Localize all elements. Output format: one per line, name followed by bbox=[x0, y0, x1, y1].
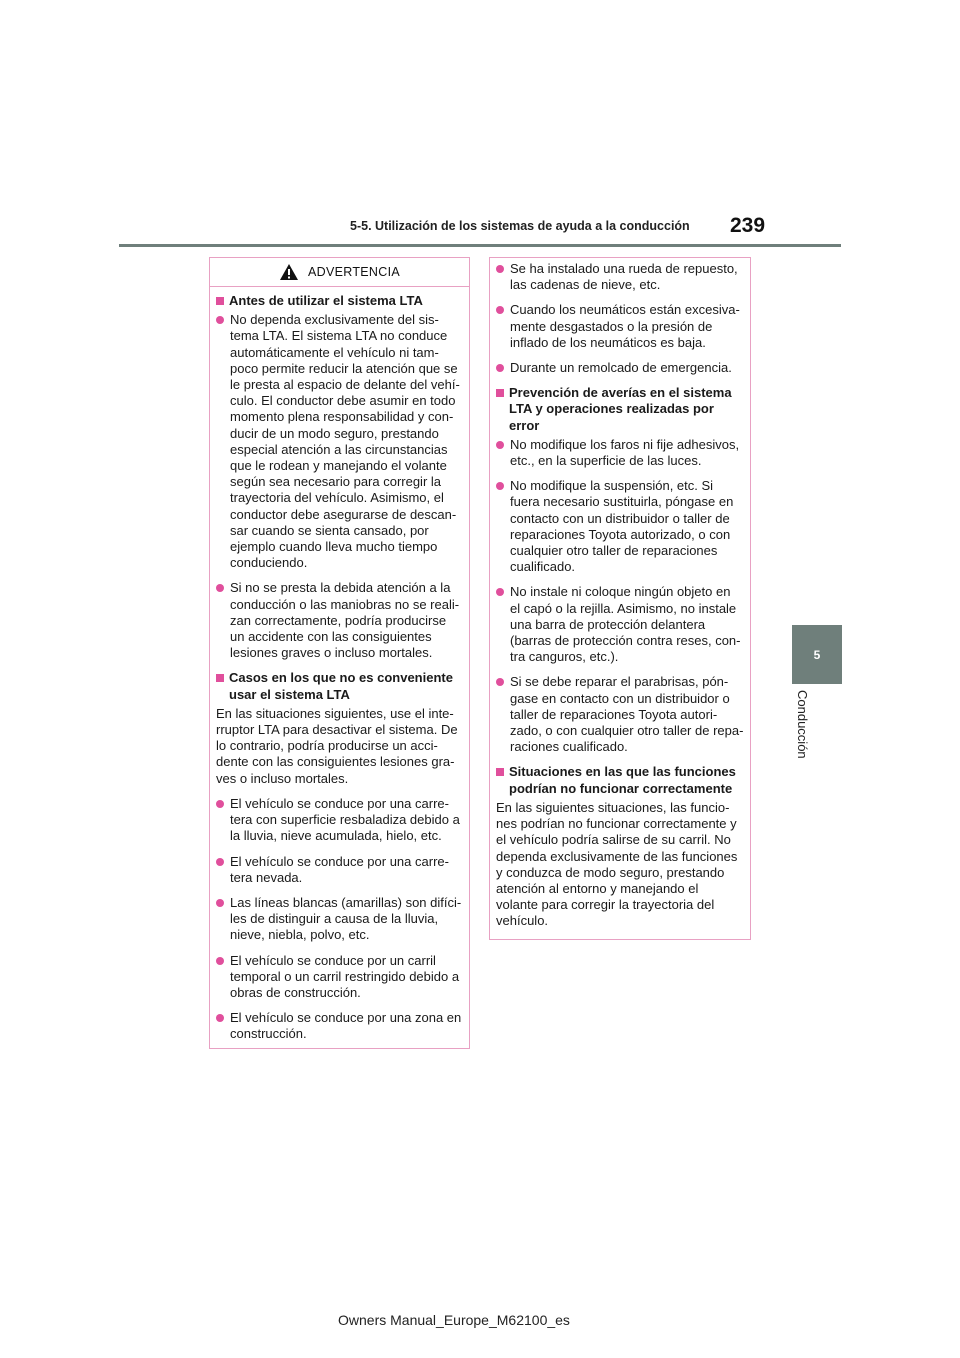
warning-left-content bbox=[210, 287, 469, 1043]
circle-bullet-icon bbox=[496, 678, 504, 686]
bullet-item bbox=[216, 854, 469, 886]
warning-title: ADVERTENCIA bbox=[308, 264, 400, 279]
circle-bullet-icon bbox=[216, 1014, 224, 1022]
bullet-item bbox=[496, 302, 750, 351]
item-text: No modifique los faros ni fije adhesivos, etc., en la superficie de las luces. bbox=[510, 436, 740, 469]
item-text: No modifique la suspensión, etc. Si fuera necesario sustituirla, póngase en contacto con un distribuidor o taller de reparaciones Toyota autorizado, o con cualquier otro taller de reparaciones cualificado. bbox=[510, 478, 734, 575]
item-text: El vehículo se conduce por una carre- tera nevada. bbox=[230, 853, 449, 885]
item-text: No instale ni coloque ningún objeto en el capó o la rejilla. Asimismo, no instale una barra de protección delantera (barras de protección contra reses, con- tra canguros, etc.). bbox=[510, 584, 741, 665]
item-text: En las situaciones siguientes, use el inte- rruptor LTA para desactivar el sistema. De lo contrario, podría producirse un acci- dente con las consiguientes lesiones gra- ves o incluso mortales. bbox=[216, 705, 458, 786]
paragraph bbox=[216, 706, 469, 787]
square-bullet-icon bbox=[216, 297, 224, 305]
bullet-item bbox=[496, 674, 750, 755]
item-text: El vehículo se conduce por una carre- tera con superficie resbaladiza debido a la lluvia, nieve acumulada, hielo, etc. bbox=[230, 795, 460, 844]
item-text: Antes de utilizar el sistema LTA bbox=[229, 293, 423, 308]
section-heading bbox=[496, 385, 750, 434]
bullet-item bbox=[496, 478, 750, 575]
header-divider bbox=[119, 244, 841, 247]
bullet-item bbox=[216, 312, 469, 571]
circle-bullet-icon bbox=[496, 265, 504, 273]
chapter-tab bbox=[792, 625, 842, 684]
item-text: Casos en los que no es conveniente usar el sistema LTA bbox=[229, 670, 453, 702]
bullet-item bbox=[496, 261, 750, 293]
square-bullet-icon bbox=[496, 768, 504, 776]
item-text: Si no se presta la debida atención a la conducción o las maniobras no se reali- zan correctamente, podría producirse un accidente con las consiguientes lesiones graves o incluso mortales. bbox=[230, 580, 460, 661]
item-text: No dependa exclusivamente del sis- tema LTA. El sistema LTA no conduce automáticamente el vehículo ni tam- poco permite reducir la atención que se le presta al espacio de delante del vehí- culo. El conductor debe asumir en todo momento plena responsabilidad y con- ducir de un modo seguro, prestando especial atención a las circunstancias que le rodean y manejando el volante según sea necesario para corregir la trayectoria del vehículo. Asimismo, el conductor debe asegurarse de descan- sar cuando se sienta cansado, por ejemplo cuando lleva mucho tiempo conduciendo. bbox=[230, 312, 460, 571]
document-footer: Owners Manual_Europe_M62100_es bbox=[338, 1312, 570, 1328]
circle-bullet-icon bbox=[216, 316, 224, 324]
item-text: Se ha instalado una rueda de repuesto, las cadenas de nieve, etc. bbox=[510, 261, 738, 293]
square-bullet-icon bbox=[216, 674, 224, 682]
item-text: El vehículo se conduce por un carril temporal o un carril restringido debido a obras de construcción. bbox=[230, 952, 460, 1000]
item-text: Cuando los neumáticos están excesiva- mente desgastados o la presión de inflado de los neumáticos es baja. bbox=[510, 302, 740, 350]
square-bullet-icon bbox=[496, 389, 504, 397]
warning-box-continued bbox=[489, 257, 751, 940]
bullet-item bbox=[216, 895, 469, 944]
circle-bullet-icon bbox=[216, 899, 224, 907]
circle-bullet-icon bbox=[496, 364, 504, 372]
circle-bullet-icon bbox=[496, 306, 504, 314]
item-text: Las líneas blancas (amarillas) son difíci- les de distinguir a causa de la lluvia, nieve, niebla, polvo, etc. bbox=[230, 894, 462, 943]
chapter-label: Conducción bbox=[795, 690, 810, 759]
circle-bullet-icon bbox=[496, 482, 504, 490]
circle-bullet-icon bbox=[496, 588, 504, 596]
section-heading bbox=[216, 670, 469, 702]
section-heading bbox=[496, 764, 750, 796]
warning-header bbox=[210, 258, 469, 287]
paragraph bbox=[496, 800, 750, 930]
warning-box bbox=[209, 257, 470, 1049]
item-text: Prevención de averías en el sistema LTA y operaciones realizadas por error bbox=[509, 385, 732, 433]
warning-right-content bbox=[490, 258, 750, 930]
section-title: 5-5. Utilización de los sistemas de ayuda a la conducción bbox=[350, 219, 690, 233]
circle-bullet-icon bbox=[496, 441, 504, 449]
circle-bullet-icon bbox=[216, 858, 224, 866]
warning-triangle-icon bbox=[279, 263, 299, 281]
bullet-item bbox=[496, 584, 750, 665]
bullet-item bbox=[496, 360, 750, 376]
section-heading bbox=[216, 293, 469, 309]
circle-bullet-icon bbox=[216, 957, 224, 965]
bullet-item bbox=[216, 580, 469, 661]
item-text: Situaciones en las que las funciones podrían no funcionar correctamente bbox=[509, 764, 736, 796]
page-number: 239 bbox=[730, 214, 766, 237]
item-text: Durante un remolcado de emergencia. bbox=[510, 360, 732, 376]
bullet-item bbox=[216, 796, 469, 845]
bullet-item bbox=[496, 437, 750, 469]
item-text: El vehículo se conduce por una zona en construcción. bbox=[230, 1010, 462, 1042]
bullet-item bbox=[216, 953, 469, 1002]
circle-bullet-icon bbox=[216, 800, 224, 808]
item-text: Si se debe reparar el parabrisas, pón- gase en contacto con un distribuidor o taller de reparaciones Toyota autori- zado, o con cualquier otro taller de repa- raciones cualificado. bbox=[510, 674, 744, 755]
circle-bullet-icon bbox=[216, 584, 224, 592]
bullet-item bbox=[216, 1010, 469, 1042]
item-text: En las siguientes situaciones, las funcio- nes podrían no funcionar correctamente y el vehículo podría salirse de su carril. No dependa exclusivamente de las funciones y conduzca de modo seguro, prestando atención al entorno y manejando el volante para corregir la trayectoria del vehículo. bbox=[496, 799, 738, 929]
chapter-number: 5 bbox=[813, 647, 821, 662]
